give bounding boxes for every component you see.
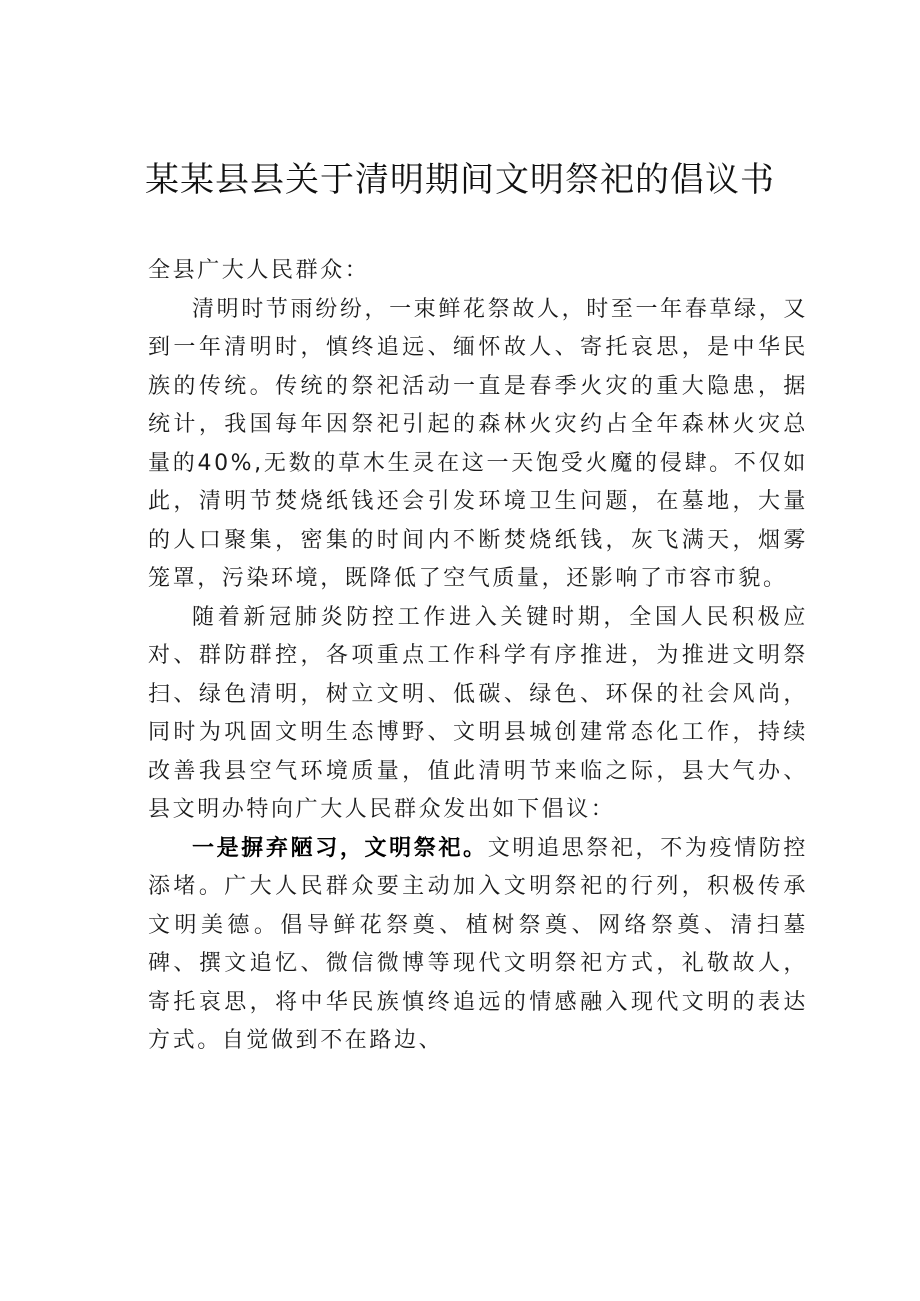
paragraph-2 — [148, 599, 808, 830]
paragraph-1 — [148, 291, 808, 599]
paragraph-lead: 一是摒弃陋习，文明祭祀。 — [192, 835, 488, 861]
document-body — [148, 252, 808, 1061]
paragraph-text: 文明追思祭祀，不为疫情防控添堵。广大人民群众要主动加入文明祭祀的行列，积极传承文明美德。倡导鲜花祭奠、植树祭奠、网络祭奠、清扫墓碑、撰文追忆、微信微博等现代文明祭祀方式，礼敬故人，寄托哀思，将中华民族慎终追远的情感融入现代文明的表达方式。自觉做到不在路边、 — [148, 835, 808, 1053]
paragraph-text: 清明时节雨纷纷，一束鲜花祭故人，时至一年春草绿，又到一年清明时，慎终追远、缅怀故人、寄托哀思，是中华民族的传统。传统的祭祀活动一直是春季火灾的重大隐患，据统计，我国每年因祭祀引起的森林火灾约占全年森林火灾总量的40%,无数的草木生灵在这一天饱受火魔的侵肆。不仅如此，清明节焚烧纸钱还会引发环境卫生问题，在墓地，大量的人口聚集，密集的时间内不断焚烧纸钱，灰飞满天，烟雾笼罩，污染环境，既降低了空气质量，还影响了市容市貌。 — [148, 296, 808, 591]
paragraph-text: 随着新冠肺炎防控工作进入关键时期，全国人民积极应对、群防群控，各项重点工作科学有序推进，为推进文明祭扫、绿色清明，树立文明、低碳、绿色、环保的社会风尚，同时为巩固文明生态博野、文明县城创建常态化工作，持续改善我县空气环境质量，值此清明节来临之际，县大气办、县文明办特向广大人民群众发出如下倡议： — [148, 604, 808, 822]
document-title: 某某县县关于清明期间文明祭祀的倡议书 — [145, 160, 775, 200]
paragraph-3 — [148, 830, 808, 1061]
salutation: 全县广大人民群众： — [148, 258, 370, 283]
